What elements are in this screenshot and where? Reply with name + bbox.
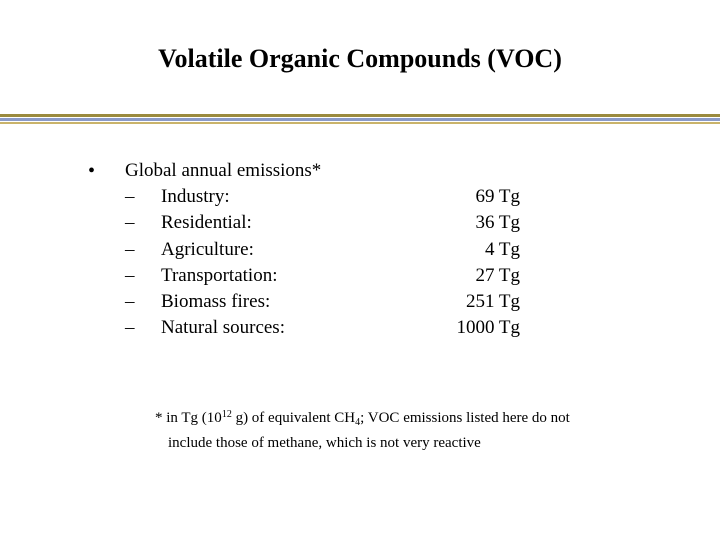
title-rule-gold	[0, 114, 720, 117]
emission-value: 4 Tg	[484, 238, 520, 260]
emission-row-residential	[125, 212, 520, 238]
bullet-icon: •	[88, 160, 96, 182]
emission-label: Transportation:	[161, 264, 278, 286]
emission-row-transportation	[125, 265, 520, 291]
emission-value: 27 Tg	[475, 264, 520, 286]
emissions-list	[125, 186, 520, 344]
footnote	[155, 405, 570, 453]
slide-title: Volatile Organic Compounds (VOC)	[158, 44, 562, 73]
title-rule-blue	[0, 118, 720, 121]
emission-row-natural-sources	[125, 317, 520, 343]
dash-marker: –	[125, 291, 135, 313]
footnote-text-1: * in Tg (10	[155, 410, 222, 426]
emissions-heading: Global annual emissions*	[125, 160, 322, 181]
emission-label: Residential:	[161, 212, 252, 234]
dash-marker: –	[125, 212, 135, 234]
emission-value: 69 Tg	[475, 186, 520, 207]
emission-label: Agriculture:	[161, 238, 254, 260]
emission-value: 251 Tg	[465, 291, 520, 313]
emission-row-agriculture	[125, 239, 520, 265]
emission-label: Biomass fires:	[161, 291, 271, 313]
dash-marker: –	[125, 238, 135, 260]
footnote-line-2: include those of methane, which is not very reactive	[168, 435, 481, 451]
emission-value: 1000 Tg	[456, 317, 520, 339]
footnote-line-1	[155, 405, 570, 433]
title-rule-light-gold	[0, 122, 720, 124]
emission-value: 36 Tg	[475, 212, 520, 234]
emission-row-industry	[125, 186, 520, 212]
footnote-subscript: 4	[355, 417, 361, 428]
emission-label: Natural sources:	[161, 317, 285, 339]
footnote-text-2: g) of equivalent CH	[231, 410, 356, 426]
emission-row-biomass-fires	[125, 291, 520, 317]
dash-marker: –	[125, 264, 135, 286]
footnote-text-3: ; VOC emissions listed here do not	[360, 410, 570, 426]
footnote-exponent: 12	[221, 409, 232, 420]
dash-marker: –	[125, 186, 135, 207]
emission-label: Industry:	[161, 186, 230, 207]
dash-marker: –	[125, 317, 135, 339]
